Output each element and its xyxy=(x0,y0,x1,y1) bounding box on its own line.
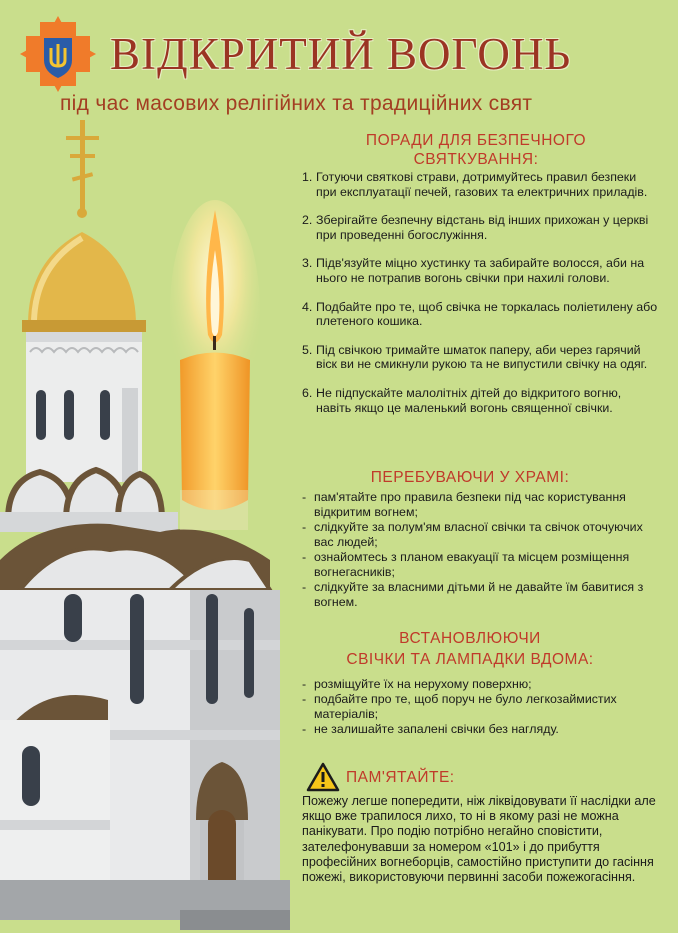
civil-protection-emblem-icon xyxy=(18,14,98,94)
list-item: - подбайте про те, щоб поруч не було легкозаймистих матеріалів; xyxy=(302,692,617,721)
list-item: 6. Не підпускайте малолітніх дітей до відкритого вогню, навіть якщо це маленький вогонь священної свічки. xyxy=(302,385,622,415)
remember-heading: ПАМ'ЯТАЙТЕ: xyxy=(346,768,455,786)
candle-illustration xyxy=(170,200,260,530)
temple-list xyxy=(302,490,652,610)
home-heading-line2: СВІЧКИ ТА ЛАМПАДКИ ВДОМА: xyxy=(346,651,594,668)
list-item: - не залишайте запалені свічки без нагляду. xyxy=(302,722,559,736)
page-subtitle: під час масових релігійних та традиційних свят xyxy=(60,92,533,115)
list-item: - слідкуйте за власними дітьми й не давайте їм бавитися з вогнем. xyxy=(302,580,644,609)
temple-heading: ПЕРЕБУВАЮЧИ У ХРАМІ: xyxy=(370,469,570,486)
list-item: - розміщуйте їх на нерухому поверхню; xyxy=(302,677,532,691)
warning-triangle-icon xyxy=(306,762,340,792)
home-heading-line1: ВСТАНОВЛЮЮЧИ xyxy=(399,630,541,647)
page-title: ВІДКРИТИЙ ВОГОНЬ xyxy=(110,29,572,79)
home-list xyxy=(302,677,652,737)
tips-heading: ПОРАДИ ДЛЯ БЕЗПЕЧНОГО СВЯТКУВАННЯ: xyxy=(365,132,587,168)
list-item: 4. Подбайте про те, щоб свічка не торкалась поліетилену або плетеного кошика. xyxy=(302,299,658,329)
tips-list xyxy=(302,170,658,429)
list-item: 2. Зберігайте безпечну відстань від інших прихожан у церкві при проведенні богослужіння. xyxy=(302,213,649,242)
list-item: 5. Під свічкою тримайте шматок паперу, аби через гарячий віск ви не смикнули рукою та не випустили свічку на одяг. xyxy=(302,342,648,372)
list-item: - пам'ятайте про правила безпеки під час користування відкритим вогнем; xyxy=(302,490,626,519)
list-item: - слідкуйте за полум'ям власної свічки та свічок оточуючих вас людей; xyxy=(302,520,643,549)
remember-header xyxy=(306,762,455,792)
list-item: - ознайомтесь з планом евакуації та місцем розміщення вогнегасників; xyxy=(302,550,630,579)
remember-text: Пожежу легше попередити, ніж ліквідовувати її наслідки але якщо вже трапилося лихо, то ні в якому разі не можна панікувати. Про подію потрібно негайно сповістити, зателефонувавши за номером «101» і до прибуття професійних вогнеборців, самостійно приступити до гасіння пожежі, використовуючи первинні засоби пожежогасіння. xyxy=(302,794,656,885)
list-item: 3. Підв'язуйте міцно хустинку та забирайте волосся, аби на нього не потрапив вогонь свічки при нахилі голови. xyxy=(302,256,645,285)
list-item: 1. Готуючи святкові страви, дотримуйтесь правил безпеки при експлуатації печей, газових та електричних приладів. xyxy=(302,170,648,199)
